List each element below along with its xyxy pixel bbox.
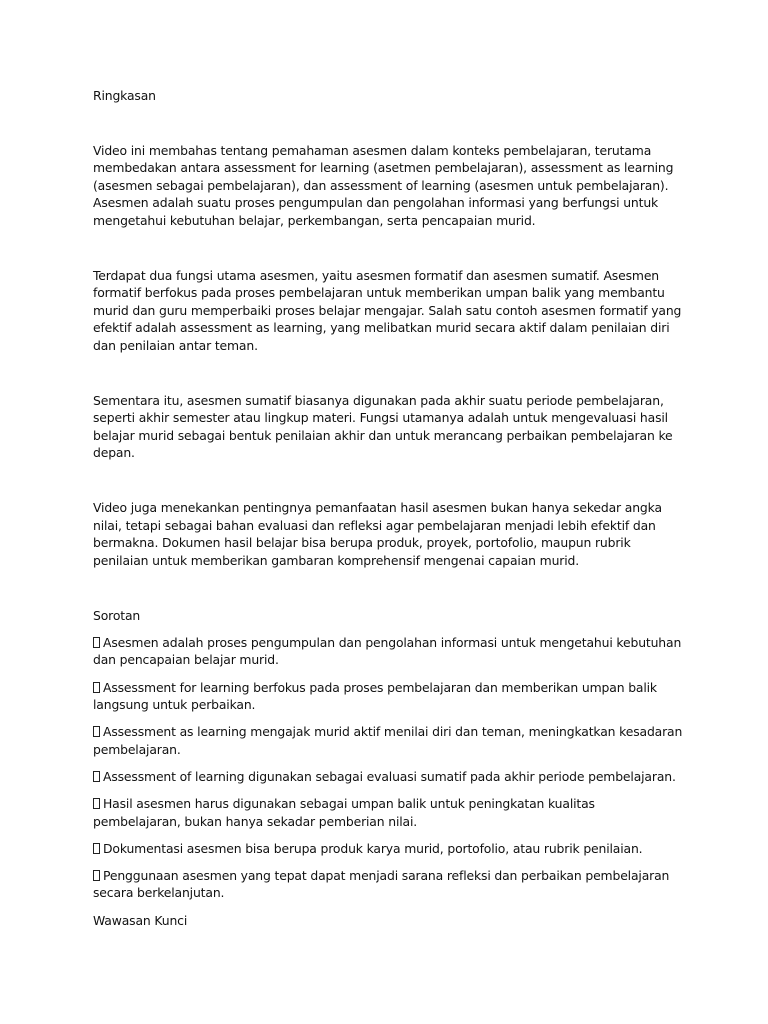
summary-paragraph-4: Video juga menekankan pentingnya pemanfaatan hasil asesmen bukan hanya sekedar angka nilai, tetapi sebagai bahan evaluasi dan refleksi agar pembelajaran menjadi lebih efektif dan bermakna. Dokumen hasil belajar bisa berupa produk, proyek, portofolio, maupun rubrik penilaian untuk memberikan gambaran komprehensif mengenai capaian murid. [93, 499, 662, 568]
highlight-item [93, 768, 683, 786]
summary-paragraph-2: Terdapat dua fungsi utama asesmen, yaitu asesmen formatif dan asesmen sumatif. Asesmen formatif berfokus pada proses pembelajaran untuk memberikan umpan balik yang membantu murid dan guru memperbaiki proses belajar mengajar. Salah satu contoh asesmen formatif yang efektif adalah assessment as learning, yang melibatkan murid secara aktif dalam penilaian diri dan penilaian antar teman. [93, 267, 682, 353]
highlight-text: Dokumentasi asesmen bisa berupa produk karya murid, portofolio, atau rubrik penilaian. [103, 840, 643, 856]
missing-glyph-box-icon [93, 870, 100, 881]
summary-paragraph-1: Video ini membahas tentang pemahaman asesmen dalam konteks pembelajaran, terutama membedakan antara assessment for learning (asetmen pembelajaran), assessment as learning (asesmen sebagai pembelajaran), dan assessment of learning (asesmen untuk pembelajaran). Asesmen adalah suatu proses pengumpulan dan pengolahan informasi yang berfungsi untuk mengetahui kebutuhan belajar, perkembangan, serta pencapaian murid. [93, 142, 674, 228]
summary-paragraph-3: Sementara itu, asesmen sumatif biasanya digunakan pada akhir suatu periode pembelajaran, seperti akhir semester atau lingkup materi. Fungsi utamanya adalah untuk mengevaluasi hasil belajar murid sebagai bentuk penilaian akhir dan untuk merancang perbaikan pembelajaran ke depan. [93, 392, 673, 461]
highlight-item [93, 867, 683, 902]
summary-heading: Ringkasan [93, 88, 156, 103]
highlight-text: Assessment as learning mengajak murid aktif menilai diri dan teman, meningkatkan kesadaran pembelajaran. [93, 724, 683, 757]
highlight-item [93, 840, 683, 858]
highlight-text: Hasil asesmen harus digunakan sebagai umpan balik untuk peningkatan kualitas pembelajaran, bukan hanya sekadar pemberian nilai. [93, 796, 595, 829]
document-body [93, 87, 683, 929]
missing-glyph-box-icon [93, 682, 100, 693]
missing-glyph-box-icon [93, 726, 100, 737]
missing-glyph-box-icon [93, 637, 100, 648]
highlight-item [93, 795, 683, 830]
missing-glyph-box-icon [93, 771, 100, 782]
highlights-heading: Sorotan [93, 608, 141, 624]
highlight-item [93, 634, 683, 669]
insights-heading: Wawasan Kunci [93, 912, 188, 928]
highlight-item [93, 679, 683, 714]
highlight-item [93, 723, 683, 758]
missing-glyph-box-icon [93, 798, 100, 809]
highlight-text: Assessment of learning digunakan sebagai evaluasi sumatif pada akhir periode pembelajaran. [103, 768, 676, 784]
summary-section [93, 142, 683, 570]
highlight-text: Penggunaan asesmen yang tepat dapat menjadi sarana refleksi dan perbaikan pembelajaran secara berkelanjutan. [93, 867, 670, 901]
highlights-list [93, 634, 683, 902]
highlight-text: Assessment for learning berfokus pada proses pembelajaran dan memberikan umpan balik langsung untuk perbaikan. [93, 679, 657, 713]
missing-glyph-box-icon [93, 843, 100, 854]
highlight-text: Asesmen adalah proses pengumpulan dan pengolahan informasi untuk mengetahui kebutuhan dan pencapaian belajar murid. [93, 634, 682, 668]
